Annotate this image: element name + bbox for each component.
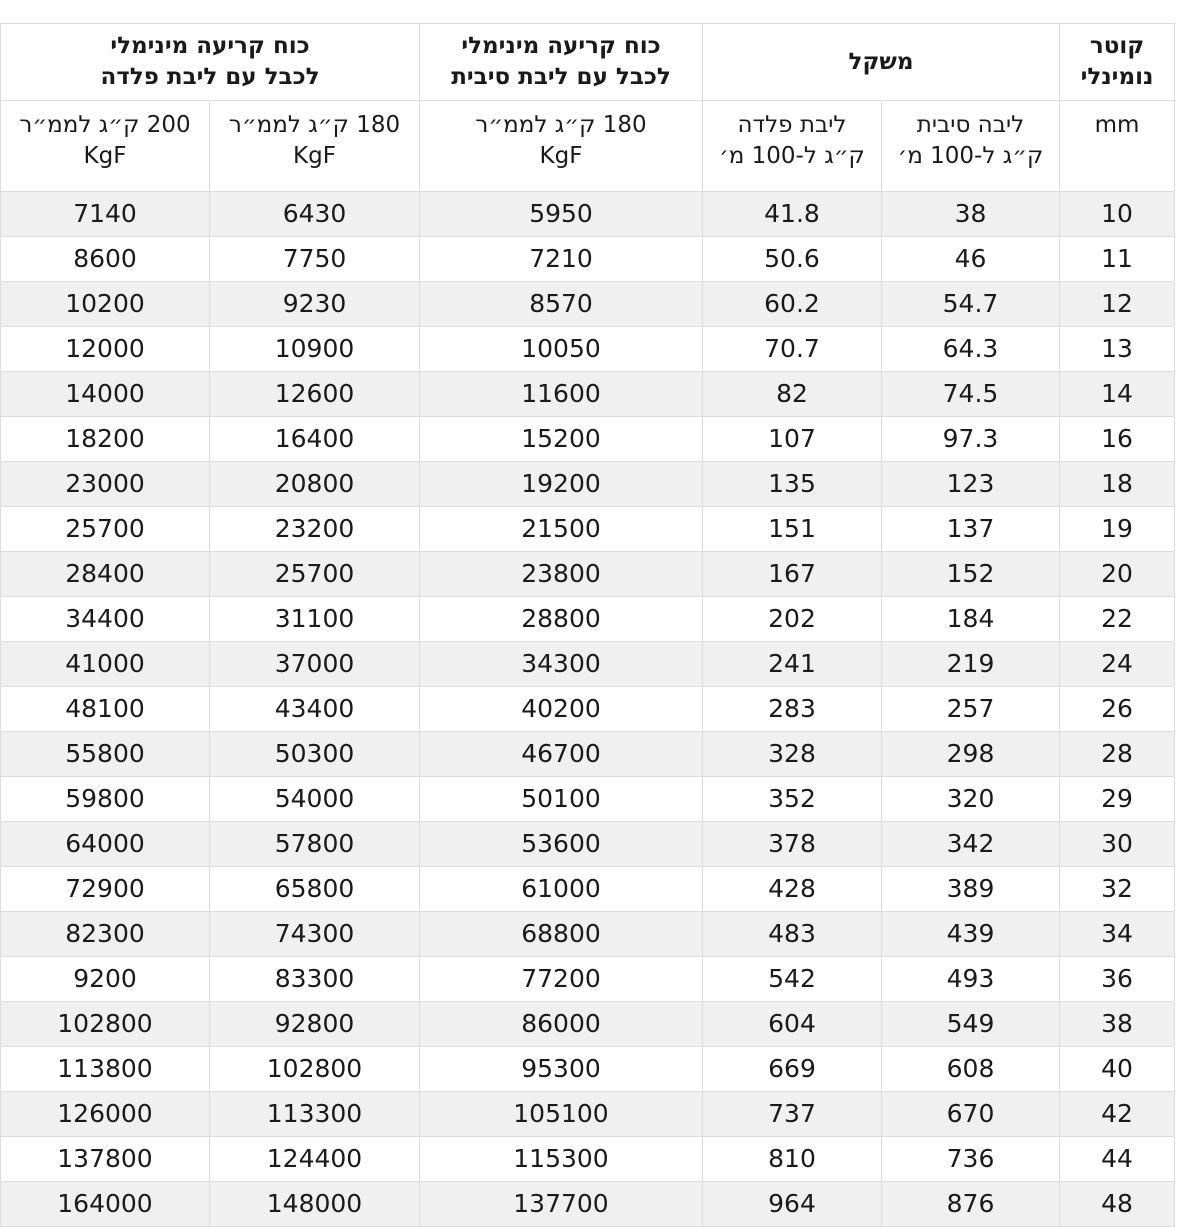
cell-steel-180: 148000 bbox=[210, 1182, 420, 1227]
cell-steel-180: 16400 bbox=[210, 417, 420, 462]
cell-weight-steel: 604 bbox=[703, 1002, 882, 1047]
cell-weight-steel: 483 bbox=[703, 912, 882, 957]
cell-steel-200: 7140 bbox=[1, 192, 210, 237]
cell-steel-180: 9230 bbox=[210, 282, 420, 327]
cell-diameter: 29 bbox=[1060, 777, 1175, 822]
cell-steel-200: 82300 bbox=[1, 912, 210, 957]
header-nominal-diameter bbox=[1060, 24, 1175, 101]
cell-weight-fiber: 439 bbox=[882, 912, 1060, 957]
cell-weight-steel: 241 bbox=[703, 642, 882, 687]
cell-weight-steel: 542 bbox=[703, 957, 882, 1002]
cell-diameter: 20 bbox=[1060, 552, 1175, 597]
cell-weight-steel: 328 bbox=[703, 732, 882, 777]
header-weight-steel-line2: ק״ג ל-100 מ׳ bbox=[719, 143, 865, 169]
cell-weight-fiber: 608 bbox=[882, 1047, 1060, 1092]
cell-diameter: 30 bbox=[1060, 822, 1175, 867]
cell-diameter: 28 bbox=[1060, 732, 1175, 777]
table-row bbox=[1, 417, 1175, 462]
cell-diameter: 18 bbox=[1060, 462, 1175, 507]
header-diameter-line2: נומינלי bbox=[1080, 64, 1154, 90]
table-row bbox=[1, 372, 1175, 417]
cell-fiber-180: 53600 bbox=[420, 822, 703, 867]
cell-steel-200: 48100 bbox=[1, 687, 210, 732]
cell-weight-steel: 50.6 bbox=[703, 237, 882, 282]
cell-steel-200: 34400 bbox=[1, 597, 210, 642]
cell-steel-180: 83300 bbox=[210, 957, 420, 1002]
cell-steel-200: 9200 bbox=[1, 957, 210, 1002]
cell-weight-steel: 70.7 bbox=[703, 327, 882, 372]
cell-steel-200: 137800 bbox=[1, 1137, 210, 1182]
cell-steel-200: 64000 bbox=[1, 822, 210, 867]
header-breaking-force-steel-core bbox=[1, 24, 420, 101]
header-force-steel-line1: כוח קריעה מינימלי bbox=[110, 33, 310, 59]
cell-weight-fiber: 876 bbox=[882, 1182, 1060, 1227]
header-fiber-180 bbox=[420, 101, 703, 192]
cell-steel-180: 25700 bbox=[210, 552, 420, 597]
cell-fiber-180: 10050 bbox=[420, 327, 703, 372]
cell-steel-180: 10900 bbox=[210, 327, 420, 372]
cell-diameter: 13 bbox=[1060, 327, 1175, 372]
cell-steel-180: 74300 bbox=[210, 912, 420, 957]
header-weight-steel-line1: ליבת פלדה bbox=[737, 112, 847, 138]
cell-weight-steel: 283 bbox=[703, 687, 882, 732]
cell-steel-200: 25700 bbox=[1, 507, 210, 552]
cell-weight-steel: 135 bbox=[703, 462, 882, 507]
header-diameter-line1: קוטר bbox=[1089, 33, 1145, 59]
cell-fiber-180: 50100 bbox=[420, 777, 703, 822]
header-weight-fiber-line1: ליבה סיבית bbox=[916, 112, 1025, 138]
header-unit-mm: mm bbox=[1094, 112, 1140, 138]
header-weight-fiber-line2: ק״ג ל-100 מ׳ bbox=[897, 143, 1044, 169]
header-steel-200-line1: 200 ק״ג לממ״ר bbox=[19, 112, 191, 138]
header-diameter-unit bbox=[1060, 101, 1175, 192]
cell-steel-200: 18200 bbox=[1, 417, 210, 462]
cell-steel-200: 102800 bbox=[1, 1002, 210, 1047]
cell-weight-steel: 107 bbox=[703, 417, 882, 462]
cell-diameter: 42 bbox=[1060, 1092, 1175, 1137]
header-steel-180-line2: KgF bbox=[293, 143, 336, 169]
wire-rope-spec-table bbox=[0, 23, 1175, 1227]
cell-steel-180: 20800 bbox=[210, 462, 420, 507]
cell-weight-steel: 810 bbox=[703, 1137, 882, 1182]
table-row bbox=[1, 1092, 1175, 1137]
cell-fiber-180: 68800 bbox=[420, 912, 703, 957]
table-row bbox=[1, 957, 1175, 1002]
header-weight-fiber-core bbox=[882, 101, 1060, 192]
header-steel-200-line2: KgF bbox=[83, 143, 127, 169]
cell-weight-fiber: 670 bbox=[882, 1092, 1060, 1137]
cell-fiber-180: 105100 bbox=[420, 1092, 703, 1137]
cell-fiber-180: 77200 bbox=[420, 957, 703, 1002]
cell-weight-fiber: 54.7 bbox=[882, 282, 1060, 327]
header-fiber-180-line1: 180 ק״ג לממ״ר bbox=[475, 112, 647, 138]
cell-weight-steel: 669 bbox=[703, 1047, 882, 1092]
cell-diameter: 19 bbox=[1060, 507, 1175, 552]
cell-diameter: 32 bbox=[1060, 867, 1175, 912]
cell-steel-200: 8600 bbox=[1, 237, 210, 282]
table-row bbox=[1, 327, 1175, 372]
cell-weight-fiber: 152 bbox=[882, 552, 1060, 597]
cell-steel-180: 6430 bbox=[210, 192, 420, 237]
cell-weight-fiber: 97.3 bbox=[882, 417, 1060, 462]
header-fiber-180-line2: KgF bbox=[539, 143, 583, 169]
cell-steel-200: 55800 bbox=[1, 732, 210, 777]
cell-steel-200: 72900 bbox=[1, 867, 210, 912]
cell-diameter: 12 bbox=[1060, 282, 1175, 327]
cell-steel-180: 37000 bbox=[210, 642, 420, 687]
cell-steel-200: 28400 bbox=[1, 552, 210, 597]
table-row bbox=[1, 867, 1175, 912]
cell-weight-fiber: 257 bbox=[882, 687, 1060, 732]
cell-fiber-180: 5950 bbox=[420, 192, 703, 237]
cell-fiber-180: 137700 bbox=[420, 1182, 703, 1227]
table-row bbox=[1, 1137, 1175, 1182]
cell-weight-fiber: 38 bbox=[882, 192, 1060, 237]
cell-steel-200: 164000 bbox=[1, 1182, 210, 1227]
cell-fiber-180: 11600 bbox=[420, 372, 703, 417]
cell-fiber-180: 23800 bbox=[420, 552, 703, 597]
header-weight-steel-core bbox=[703, 101, 882, 192]
cell-diameter: 36 bbox=[1060, 957, 1175, 1002]
cell-weight-steel: 167 bbox=[703, 552, 882, 597]
cell-diameter: 22 bbox=[1060, 597, 1175, 642]
cell-weight-fiber: 493 bbox=[882, 957, 1060, 1002]
table-row bbox=[1, 777, 1175, 822]
cell-steel-180: 7750 bbox=[210, 237, 420, 282]
cell-weight-steel: 428 bbox=[703, 867, 882, 912]
cell-steel-200: 59800 bbox=[1, 777, 210, 822]
cell-diameter: 14 bbox=[1060, 372, 1175, 417]
cell-fiber-180: 34300 bbox=[420, 642, 703, 687]
cell-weight-fiber: 64.3 bbox=[882, 327, 1060, 372]
table-row bbox=[1, 282, 1175, 327]
cell-steel-200: 113800 bbox=[1, 1047, 210, 1092]
cell-weight-fiber: 123 bbox=[882, 462, 1060, 507]
cell-steel-200: 23000 bbox=[1, 462, 210, 507]
table-row bbox=[1, 822, 1175, 867]
table-row bbox=[1, 732, 1175, 777]
cell-steel-180: 50300 bbox=[210, 732, 420, 777]
cell-steel-180: 124400 bbox=[210, 1137, 420, 1182]
cell-diameter: 16 bbox=[1060, 417, 1175, 462]
cell-weight-steel: 202 bbox=[703, 597, 882, 642]
cell-weight-fiber: 342 bbox=[882, 822, 1060, 867]
cell-weight-fiber: 184 bbox=[882, 597, 1060, 642]
cell-weight-steel: 41.8 bbox=[703, 192, 882, 237]
cell-steel-200: 126000 bbox=[1, 1092, 210, 1137]
table-row bbox=[1, 507, 1175, 552]
cell-steel-180: 65800 bbox=[210, 867, 420, 912]
cell-steel-200: 41000 bbox=[1, 642, 210, 687]
table-row bbox=[1, 912, 1175, 957]
header-weight-label: משקל bbox=[848, 48, 914, 75]
cell-steel-200: 12000 bbox=[1, 327, 210, 372]
cell-fiber-180: 61000 bbox=[420, 867, 703, 912]
cell-diameter: 26 bbox=[1060, 687, 1175, 732]
table-row bbox=[1, 597, 1175, 642]
cell-weight-fiber: 389 bbox=[882, 867, 1060, 912]
cell-weight-steel: 964 bbox=[703, 1182, 882, 1227]
cell-weight-steel: 378 bbox=[703, 822, 882, 867]
cell-fiber-180: 95300 bbox=[420, 1047, 703, 1092]
cell-steel-180: 102800 bbox=[210, 1047, 420, 1092]
cell-weight-steel: 151 bbox=[703, 507, 882, 552]
cell-steel-200: 14000 bbox=[1, 372, 210, 417]
cell-weight-fiber: 219 bbox=[882, 642, 1060, 687]
cell-diameter: 40 bbox=[1060, 1047, 1175, 1092]
cell-weight-fiber: 736 bbox=[882, 1137, 1060, 1182]
cell-steel-180: 31100 bbox=[210, 597, 420, 642]
table-row bbox=[1, 1002, 1175, 1047]
cell-steel-180: 113300 bbox=[210, 1092, 420, 1137]
cell-weight-fiber: 74.5 bbox=[882, 372, 1060, 417]
table-body bbox=[1, 192, 1175, 1227]
cell-steel-180: 57800 bbox=[210, 822, 420, 867]
header-force-fiber-line1: כוח קריעה מינימלי bbox=[461, 33, 661, 59]
cell-diameter: 48 bbox=[1060, 1182, 1175, 1227]
cell-steel-180: 54000 bbox=[210, 777, 420, 822]
cell-diameter: 11 bbox=[1060, 237, 1175, 282]
cell-diameter: 38 bbox=[1060, 1002, 1175, 1047]
cell-fiber-180: 15200 bbox=[420, 417, 703, 462]
cell-weight-fiber: 46 bbox=[882, 237, 1060, 282]
header-steel-180 bbox=[210, 101, 420, 192]
header-breaking-force-fiber-core bbox=[420, 24, 703, 101]
cell-diameter: 34 bbox=[1060, 912, 1175, 957]
cell-steel-180: 12600 bbox=[210, 372, 420, 417]
cell-fiber-180: 7210 bbox=[420, 237, 703, 282]
header-weight bbox=[703, 24, 1060, 101]
cell-steel-180: 23200 bbox=[210, 507, 420, 552]
cell-fiber-180: 40200 bbox=[420, 687, 703, 732]
cell-diameter: 10 bbox=[1060, 192, 1175, 237]
header-steel-200 bbox=[1, 101, 210, 192]
cell-fiber-180: 86000 bbox=[420, 1002, 703, 1047]
cell-fiber-180: 115300 bbox=[420, 1137, 703, 1182]
cell-fiber-180: 21500 bbox=[420, 507, 703, 552]
table-row bbox=[1, 642, 1175, 687]
header-force-steel-line2: לכבל עם ליבת פלדה bbox=[100, 64, 320, 90]
cell-diameter: 44 bbox=[1060, 1137, 1175, 1182]
table-row bbox=[1, 687, 1175, 732]
cell-weight-steel: 737 bbox=[703, 1092, 882, 1137]
cell-steel-180: 92800 bbox=[210, 1002, 420, 1047]
table-row bbox=[1, 462, 1175, 507]
cell-weight-steel: 82 bbox=[703, 372, 882, 417]
table-row bbox=[1, 1047, 1175, 1092]
cell-fiber-180: 19200 bbox=[420, 462, 703, 507]
cell-steel-180: 43400 bbox=[210, 687, 420, 732]
header-force-fiber-line2: לכבל עם ליבת סיבית bbox=[451, 64, 671, 90]
cell-weight-steel: 60.2 bbox=[703, 282, 882, 327]
cell-weight-fiber: 137 bbox=[882, 507, 1060, 552]
cell-fiber-180: 28800 bbox=[420, 597, 703, 642]
cell-fiber-180: 8570 bbox=[420, 282, 703, 327]
header-row-groups bbox=[1, 24, 1175, 101]
cell-weight-fiber: 320 bbox=[882, 777, 1060, 822]
cell-diameter: 24 bbox=[1060, 642, 1175, 687]
cell-steel-200: 10200 bbox=[1, 282, 210, 327]
cell-fiber-180: 46700 bbox=[420, 732, 703, 777]
cell-weight-fiber: 549 bbox=[882, 1002, 1060, 1047]
cell-weight-fiber: 298 bbox=[882, 732, 1060, 777]
header-steel-180-line1: 180 ק״ג לממ״ר bbox=[228, 112, 401, 138]
cell-weight-steel: 352 bbox=[703, 777, 882, 822]
table-row bbox=[1, 552, 1175, 597]
table-row bbox=[1, 237, 1175, 282]
header-row-units bbox=[1, 101, 1175, 192]
table-row bbox=[1, 192, 1175, 237]
